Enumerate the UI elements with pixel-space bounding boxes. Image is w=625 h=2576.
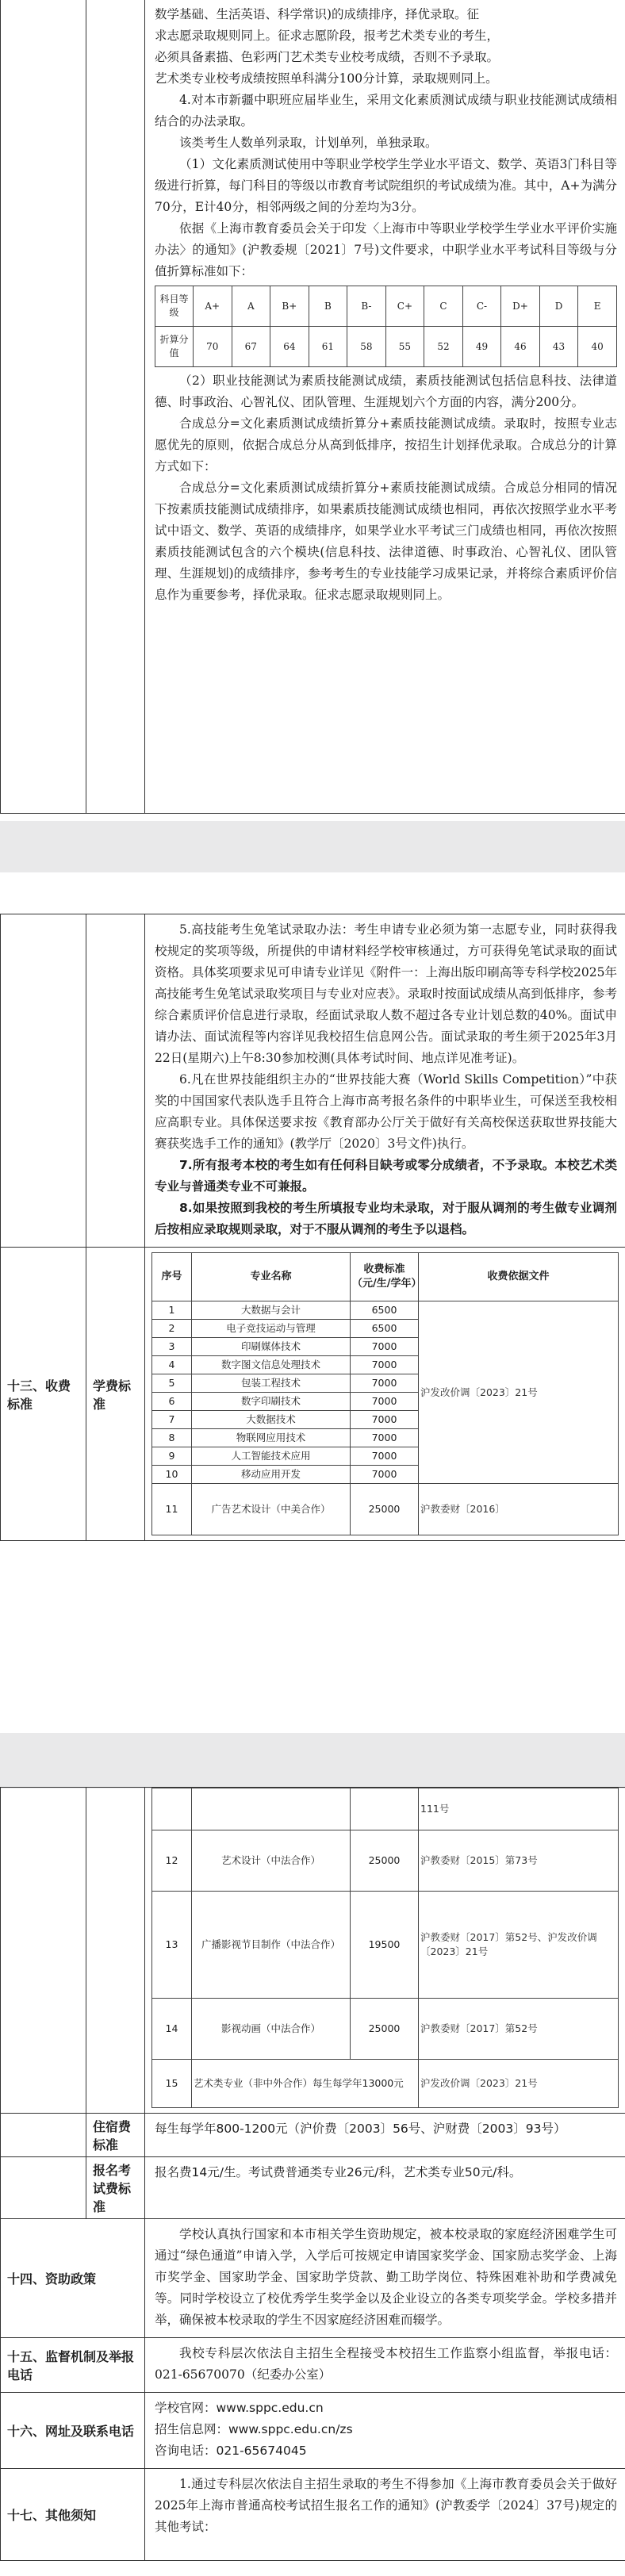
row-fee: 25000 xyxy=(351,1999,419,2060)
row-fee: 25000 xyxy=(351,1484,419,1535)
text-line: 必须具备素描、色彩两门艺术类专业校考成绩，否则不予录取。 xyxy=(155,50,500,64)
grade-cell: D+ xyxy=(501,286,540,327)
section-17-text: 1.通过专科层次依法自主招生录取的考生不得参加《上海市教育委员会关于做好2025年上海市普通高校考试招生报名工作的通知》(沪教委学〔2024〕37号)规定的其他考试： xyxy=(155,2477,617,2534)
row-no-empty xyxy=(152,1788,192,1830)
rule-4-item-1-basis: 依据《上海市教育委员会关于印发〈上海市中等职业学校学生学业水平评价实施办法〉的通知》(沪教委规〔2021〕7号)文件要求，中职学业水平考试科目等级与分值折算标准如下： xyxy=(155,221,617,278)
section-17-label: 十七、其他须知 xyxy=(1,2469,145,2561)
row-major: 移动应用开发 xyxy=(192,1466,351,1484)
row-major: 艺术设计（中法合作） xyxy=(192,1830,351,1892)
grade-cell: A+ xyxy=(194,286,232,327)
row-major: 数字印刷技术 xyxy=(192,1393,351,1411)
grade-cell: B xyxy=(309,286,347,327)
page-2 xyxy=(0,872,625,1733)
page-3 xyxy=(0,1788,625,2576)
row-no: 8 xyxy=(152,1429,192,1447)
row-no: 2 xyxy=(152,1320,192,1338)
row-major: 广播影视节目制作（中法合作） xyxy=(192,1892,351,1999)
exam-fee-label: 报名考试费标准 xyxy=(86,2157,145,2219)
row-major: 电子竞技运动与管理 xyxy=(192,1320,351,1338)
row-doc: 沪教委财〔2017〕第52号、沪发改价调〔2023〕21号 xyxy=(419,1892,619,1999)
admissions-website[interactable]: 招生信息网：www.sppc.edu.cn/zs xyxy=(155,2422,353,2436)
row-major: 广告艺术设计（中美合作） xyxy=(192,1484,351,1535)
row-fee: 19500 xyxy=(351,1892,419,1999)
page-3-frame xyxy=(0,1787,625,2561)
label-cell-empty xyxy=(1,914,86,1248)
row-major: 物联网应用技术 xyxy=(192,1429,351,1447)
col-header-no: 序号 xyxy=(152,1253,192,1301)
row-major: 大数据与会计 xyxy=(192,1301,351,1320)
rule-6: 6.凡在世界技能组织主办的“世界技能大赛（World Skills Competition）”中获奖的中国国家代表队选手且符合上海市高考报名条件的中职毕业生，可保送至我校相应高职专业。具体保送要求按《教育部办公厅关于做好有关高校保送获取世界技能大赛获奖选手工作的通知》(教学厅〔2020〕3号文件)执行。 xyxy=(155,1072,617,1151)
grade-cell: C- xyxy=(462,286,501,327)
rule-4: 4.对本市新疆中职班应届毕业生，采用文化素质测试成绩与职业技能测试成绩相结合的办法录取。 xyxy=(155,93,617,128)
rule-4-item-4: 合成总分=文化素质测试成绩折算分+素质技能测试成绩。合成总分相同的情况下按素质技能测试成绩排序，如果素质技能测试成绩也相同，再依次按照学业水平考试中语文、数学、英语的成绩排序，如果学业水平考试三门成绩也相同，再依次按照素质技能测试包含的六个模块(信息科技、法律道德、时事政治、心智礼仪、团队管理、生涯规划)的成绩排序，参考考生的专业技能学习成果记录，并将综合素质评价信息作为重要参考，择优录取。征求志愿录取规则同上。 xyxy=(155,481,617,602)
row-major: 印刷媒体技术 xyxy=(192,1338,351,1356)
label-cell-empty xyxy=(1,2114,86,2157)
score-cell: 49 xyxy=(462,327,501,367)
text-line: 求志愿录取规则同上。征求志愿阶段，报考艺术类专业的考生， xyxy=(155,29,500,43)
rule-4-item-1: （1）文化素质测试使用中等职业学校学生学业水平语文、数学、英语3门科目等级进行折算，每门科目的等级以市教育考试院组织的考试成绩为准。其中，A+为满分70分，E计40分，相邻两级之间的分差均为3分。 xyxy=(155,157,617,214)
grade-cell: B- xyxy=(347,286,386,327)
row-fee: 6500 xyxy=(351,1301,419,1320)
row-no: 15 xyxy=(152,2060,192,2108)
grade-cell: D xyxy=(539,286,578,327)
row-fee: 7000 xyxy=(351,1447,419,1466)
row-fee: 7000 xyxy=(351,1374,419,1393)
row-fee: 7000 xyxy=(351,1393,419,1411)
row-no: 7 xyxy=(152,1411,192,1429)
row-major: 影视动画（中法合作） xyxy=(192,1999,351,2060)
row-major-empty xyxy=(192,1788,351,1830)
row-fee: 25000 xyxy=(351,1830,419,1892)
row-major: 艺术类专业（非中外合作）每生每学年13000元 xyxy=(192,2060,419,2108)
score-cell: 46 xyxy=(501,327,540,367)
grade-conversion-table xyxy=(155,286,617,367)
row-fee: 7000 xyxy=(351,1466,419,1484)
row-no: 14 xyxy=(152,1999,192,2060)
row-major: 人工智能技术应用 xyxy=(192,1447,351,1466)
label-cell-empty xyxy=(1,2157,86,2219)
col-header-doc: 收费依据文件 xyxy=(419,1253,619,1301)
grade-row-label: 科目等级 xyxy=(155,286,194,327)
fee-doc-cont: 111号 xyxy=(419,1788,619,1830)
row-no: 3 xyxy=(152,1338,192,1356)
rule-8: 8.如果按照到我校的考生所填报专业均未录取，对于服从调剂的考生做专业调剂后按相应录取规则录取，对于不服从调剂的考生予以退档。 xyxy=(155,1201,617,1236)
section-15-text: 我校专科层次依法自主招生全程接受本校招生工作监察小组监督，举报电话：021-65670070（纪委办公室） xyxy=(155,2346,617,2382)
score-cell: 70 xyxy=(194,327,232,367)
tuition-table-continued xyxy=(151,1788,619,2108)
rule-4-item-2: （2）职业技能测试为素质技能测试成绩，素质技能测试包括信息科技、法律道德、时事政治、心智礼仪、团队管理、生涯规划六个方面的内容，满分200分。 xyxy=(155,374,617,409)
row-no: 13 xyxy=(152,1892,192,1999)
rule-4-note: 该类考生人数单列录取，计划单列，单独录取。 xyxy=(179,136,438,150)
tuition-label: 学费标准 xyxy=(86,1248,145,1541)
accommodation-label: 住宿费标准 xyxy=(86,2114,145,2157)
grade-cell: B+ xyxy=(270,286,309,327)
row-no: 12 xyxy=(152,1830,192,1892)
page-1 xyxy=(0,0,625,821)
content-cell xyxy=(145,0,625,814)
row-no: 1 xyxy=(152,1301,192,1320)
label-cell-empty xyxy=(1,1788,86,2114)
text-line: 艺术类专业校考成绩按照单科满分100分计算，录取规则同上。 xyxy=(155,71,498,86)
consult-phone: 咨询电话：021-65674045 xyxy=(155,2444,307,2458)
row-major: 大数据技术 xyxy=(192,1411,351,1429)
row-major: 数字图文信息处理技术 xyxy=(192,1356,351,1374)
tuition-table xyxy=(151,1252,619,1535)
row-doc: 沪教委财〔2017〕第52号 xyxy=(419,1999,619,2060)
score-row-label: 折算分值 xyxy=(155,327,194,367)
fee-doc-1: 沪发改价调〔2023〕21号 xyxy=(419,1301,619,1484)
row-fee: 6500 xyxy=(351,1320,419,1338)
score-cell: 67 xyxy=(232,327,270,367)
row-fee: 7000 xyxy=(351,1356,419,1374)
score-cell: 43 xyxy=(539,327,578,367)
row-fee: 7000 xyxy=(351,1429,419,1447)
score-cell: 61 xyxy=(309,327,347,367)
row-no: 6 xyxy=(152,1393,192,1411)
row-fee-empty xyxy=(351,1788,419,1830)
section-16-label: 十六、网址及联系电话 xyxy=(1,2393,145,2469)
exam-fee-text: 报名费14元/生。考试费普通类专业26元/科，艺术类专业50元/科。 xyxy=(155,2165,522,2179)
score-cell: 55 xyxy=(385,327,424,367)
grade-cell: E xyxy=(578,286,617,327)
row-major: 包装工程技术 xyxy=(192,1374,351,1393)
row-no: 5 xyxy=(152,1374,192,1393)
section-14-text: 学校认真执行国家和本市相关学生资助规定，被本校录取的家庭经济困难学生可通过“绿色通道”申请入学，入学后可按规定申请国家奖学金、国家励志奖学金、上海市奖学金、国家助学金、国家助学贷款、勤工助学岗位、特殊困难补助和学费减免等。同时学校设立了校优秀学生奖学金以及企业设立的各类专项奖学金。学校多措并举，确保被本校录取的学生不因家庭经济困难而辍学。 xyxy=(155,2227,617,2327)
section-14-label: 十四、资助政策 xyxy=(1,2219,145,2338)
col-header-major: 专业名称 xyxy=(192,1253,351,1301)
row-no: 9 xyxy=(152,1447,192,1466)
row-doc: 沪发改价调〔2023〕21号 xyxy=(419,2060,619,2108)
rule-7: 7.所有报考本校的考生如有任何科目缺考或零分成绩者，不予录取。本校艺术类专业与普通类专业不可兼报。 xyxy=(155,1158,617,1194)
admission-rules-5-8 xyxy=(145,914,625,1247)
col-header-fee: 收费标准（元/生/学年） xyxy=(351,1253,419,1301)
row-fee: 7000 xyxy=(351,1411,419,1429)
school-website[interactable]: 学校官网：www.sppc.edu.cn xyxy=(155,2401,324,2415)
rule-4-item-3: 合成总分=文化素质测试成绩折算分+素质技能测试成绩。录取时，按照专业志愿优先的原则，依据合成总分从高到低排序，按招生计划择优录取。合成总分的计算方式如下： xyxy=(155,416,617,473)
page-2-frame xyxy=(0,914,625,1541)
sub-label-cell-empty xyxy=(86,0,145,814)
accommodation-text: 每生每学年800-1200元（沪价费〔2003〕56号、沪财费〔2003〕93号） xyxy=(155,2122,566,2136)
row-no: 10 xyxy=(152,1466,192,1484)
label-cell-empty xyxy=(1,0,86,814)
section-16-contacts xyxy=(145,2393,625,2468)
score-cell: 58 xyxy=(347,327,386,367)
row-no: 4 xyxy=(152,1356,192,1374)
grade-cell: C+ xyxy=(385,286,424,327)
text-line: 数学基础、生活英语、科学常识)的成绩排序，择优录取。征 xyxy=(155,7,480,21)
admission-rules-continued xyxy=(145,0,625,612)
grade-cell: A xyxy=(232,286,270,327)
fee-doc-2: 沪教委财〔2016〕 xyxy=(419,1484,619,1535)
row-no: 11 xyxy=(152,1484,192,1535)
rule-5: 5.高技能考生免笔试录取办法：考生申请专业必须为第一志愿专业，同时获得我校规定的奖项等级，所提供的申请材料经学校审核通过，方可获得免笔试录取的面试资格。具体奖项要求见可申请专业详见《附件一：上海出版印刷高等专科学校2025年高技能考生免笔试录取奖项目与专业对应表》。录取时按面试成绩从高到低排序，参考综合素质评价信息进行录取，经面试录取人数不超过各专业计划总数的40%。面试申请办法、面试流程等内容详见我校招生信息网公告。面试录取的考生须于2025年3月22日(星期六)上午8:30参加校测(具体考试时间、地点详见准考证)。 xyxy=(155,922,617,1065)
section-15-label: 十五、监督机制及举报电话 xyxy=(1,2338,145,2393)
row-doc: 沪教委财〔2015〕第73号 xyxy=(419,1830,619,1892)
row-fee: 7000 xyxy=(351,1338,419,1356)
page-1-frame xyxy=(0,0,625,814)
sub-label-cell-empty xyxy=(86,1788,145,2114)
score-cell: 40 xyxy=(578,327,617,367)
section-13-label: 十三、收费标准 xyxy=(1,1248,86,1541)
score-cell: 64 xyxy=(270,327,309,367)
grade-cell: C xyxy=(424,286,463,327)
sub-label-cell-empty xyxy=(86,914,145,1248)
score-cell: 52 xyxy=(424,327,463,367)
